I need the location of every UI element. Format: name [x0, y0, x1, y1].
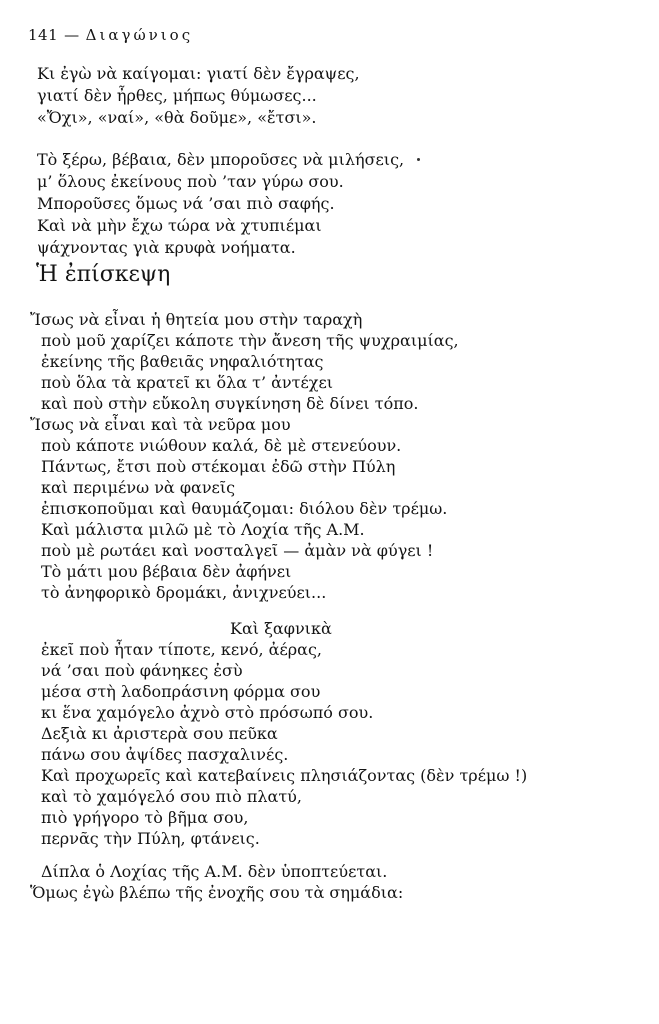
poem-line: Ἴσως νὰ εἶναι καὶ τὰ νεῦρα μου	[30, 415, 291, 434]
book-title: Διαγώνιος	[85, 26, 194, 44]
poem-title: Ἡ ἐπίσκεψη	[36, 262, 171, 287]
poem-line: Δίπλα ὁ Λοχίας τῆς Α.Μ. δὲν ὑποπτεύεται.	[41, 862, 388, 881]
poem-line: ποὺ ὅλα τὰ κρατεῖ κι ὅλα τ’ ἀντέχει	[41, 373, 334, 392]
poem-line: Ὅμως ἐγὼ βλέπω τῆς ἐνοχῆς σου τὰ σημάδια:	[30, 883, 404, 902]
poem-line: πιὸ γρήγορο τὸ βῆμα σου,	[41, 808, 249, 827]
poem-line: πάνω σου ἀψίδες πασχαλινές.	[41, 745, 289, 764]
poem-line: μέσα στὴ λαδοπράσινη φόρμα σου	[41, 682, 321, 701]
poem-line: καὶ ποὺ στὴν εὔκολη συγκίνηση δὲ δίνει τόπο.	[41, 394, 419, 413]
poem-line: τὸ ἀνηφορικὸ δρομάκι, ἀνιχνεύει...	[41, 583, 327, 602]
poem-line: ἐπισκοποῦμαι καὶ θαυμάζομαι: διόλου δὲν τρέμω.	[41, 499, 448, 518]
poem-line-indented: Καὶ ξαφνικὰ	[230, 619, 332, 638]
poem-line: ποὺ κάποτε νιώθουν καλά, δὲ μὲ στενεύουν.	[41, 436, 402, 455]
poem-line: Ἴσως νὰ εἶναι ἡ θητεία μου στὴν ταραχὴ	[30, 310, 363, 329]
poem-line: Τὸ ξέρω, βέβαια, δὲν μποροῦσες νὰ μιλήσεις,	[37, 150, 405, 169]
poem-line: ποὺ μοῦ χαρίζει κάποτε τὴν ἄνεση τῆς ψυχραιμίας,	[41, 331, 459, 350]
poem-line: κι ἕνα χαμόγελο ἀχνὸ στὸ πρόσωπό σου.	[41, 703, 374, 722]
poem-line: Πάντως, ἔτσι ποὺ στέκομαι ἐδῶ στὴν Πύλη	[41, 457, 396, 476]
poem-line: Τὸ μάτι μου βέβαια δὲν ἀφήνει	[41, 562, 292, 581]
poem-line: γιατί δὲν ἦρθες, μήπως θύμωσες...	[37, 86, 317, 105]
poem-line: Καὶ νὰ μὴν ἔχω τώρα νὰ χτυπιέμαι	[37, 216, 322, 235]
poem-line: περνᾶς τὴν Πύλη, φτάνεις.	[41, 829, 260, 848]
poem-line: Μποροῦσες ὅμως νά ’σαι πιὸ σαφής.	[37, 194, 335, 213]
poem-line: ψάχνοντας γιὰ κρυφὰ νοήματα.	[37, 238, 296, 257]
poem-line: Κι ἐγὼ νὰ καίγομαι: γιατί δὲν ἔγραψες,	[37, 64, 360, 83]
poem-line: νά ’σαι ποὺ φάνηκες ἐσὺ	[41, 661, 243, 680]
poem-line: μ’ ὅλους ἐκείνους ποὺ ’ταν γύρω σου.	[37, 172, 344, 191]
poem-line: Καὶ προχωρεῖς καὶ κατεβαίνεις πλησιάζοντας (δὲν τρέμω !)	[41, 766, 528, 785]
poem-line: Καὶ μάλιστα μιλῶ μὲ τὸ Λοχία τῆς Α.Μ.	[41, 520, 365, 539]
poem-line: ἐκείνης τῆς βαθειᾶς νηφαλιότητας	[41, 352, 324, 371]
poem-line: Δεξιὰ κι ἀριστερὰ σου πεῦκα	[41, 724, 278, 743]
poem-line: «Ὄχι», «ναί», «θὰ δοῦμε», «ἔτσι».	[37, 108, 317, 127]
page-header	[28, 26, 193, 44]
page-number: 141	[28, 26, 59, 44]
poem-line: ποὺ μὲ ρωτάει καὶ νοσταλγεῖ — ἀμὰν νὰ φύγει !	[41, 541, 434, 560]
header-dash: —	[64, 26, 80, 44]
poem-line: καὶ τὸ χαμόγελό σου πιὸ πλατύ,	[41, 787, 302, 806]
speck-mark	[417, 158, 420, 161]
poem-line: ἐκεῖ ποὺ ἦταν τίποτε, κενό, ἀέρας,	[41, 640, 323, 659]
poem-line: καὶ περιμένω νὰ φανεῖς	[41, 478, 236, 497]
